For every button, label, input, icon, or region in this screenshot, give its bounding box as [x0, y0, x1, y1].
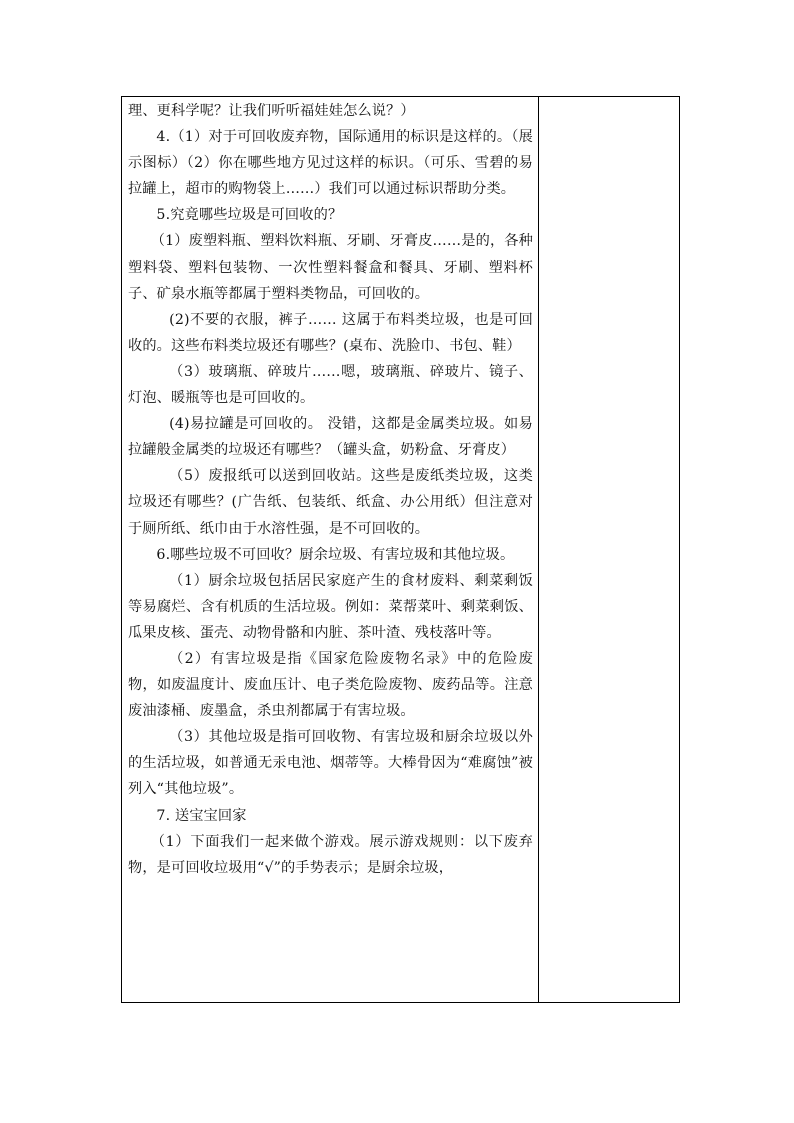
paragraph-intro-end: 理、更科学呢？让我们听听福娃娃怎么说？）	[128, 103, 415, 119]
paragraph-paper: （5）废报纸可以送到回收站。这些是废纸类垃圾，这类垃圾还有哪些？(广告纸、包装纸、纸盒、办公用纸）但注意对于厕所纸、纸巾由于水溶性强，是不可回收的。	[128, 468, 533, 537]
paragraph-step-6: 6.哪些垃圾不可回收？厨余垃圾、有害垃圾和其他垃圾。	[156, 546, 515, 563]
paragraph-plastic: （1）废塑料瓶、塑料饮料瓶、牙刷、牙膏皮……是的，各种塑料袋、塑料包装物、一次性塑料餐盒和餐具、牙刷、塑料杯子、矿泉水瓶等都属于塑料类物品，可回收的。	[128, 233, 533, 302]
paragraph-step-7: 7. 送宝宝回家	[156, 807, 247, 824]
lesson-content-cell	[122, 97, 539, 1002]
paragraph-step-5: 5.究竟哪些垃圾是可回收的？	[156, 207, 343, 224]
paragraph-hazardous-waste: （2）有害垃圾是指《国家危险废物名录》中的危险废物，如废温度计、废血压计、电子类危险废物、废药品等。注意废油漆桶、废墨盒，杀虫剂都属于有害垃圾。	[128, 650, 533, 720]
paragraph-glass: （3）玻璃瓶、碎玻片……嗯，玻璃瓶、碎玻片、镜子、灯泡、暖瓶等也是可回收的。	[128, 363, 533, 407]
paragraph-fabric: (2)不要的衣服，裤子…… 这属于布料类垃圾，也是可回收的。这些布料类垃圾还有哪些？(桌布、洗脸巾、书包、鞋）	[128, 311, 533, 354]
paragraph-metal: (4)易拉罐是可回收的。 没错，这都是金属类垃圾。如易拉罐般金属类的垃圾还有哪些？（罐头盒，奶粉盒、牙膏皮）	[128, 416, 533, 459]
paragraph-kitchen-waste: （1）厨余垃圾包括居民家庭产生的食材废料、剩菜剩饭等易腐烂、含有机质的生活垃圾。例如：菜帮菜叶、剩菜剩饭、瓜果皮核、蛋壳、动物骨骼和内脏、茶叶渣、残枝落叶等。	[128, 572, 533, 641]
paragraph-game-rules: （1）下面我们一起来做个游戏。展示游戏规则：以下废弃物，是可回收垃圾用“√”的手势表示；是厨余垃圾，	[128, 833, 533, 876]
paragraph-step-4: 4.（1）对于可回收废弃物，国际通用的标识是这样的。（展示图标）（2）你在哪些地方见过这样的标识。（可乐、雪碧的易拉罐上，超市的购物袋上……）我们可以通过标识帮助分类。	[128, 129, 533, 198]
lesson-table	[121, 96, 680, 1003]
paragraph-other-waste: （3）其他垃圾是指可回收物、有害垃圾和厨余垃圾以外的生活垃圾，如普通无汞电池、烟蒂等。大棒骨因为“难腐蚀”被列入“其他垃圾”。	[128, 729, 533, 798]
lesson-notes-cell	[539, 97, 679, 1002]
